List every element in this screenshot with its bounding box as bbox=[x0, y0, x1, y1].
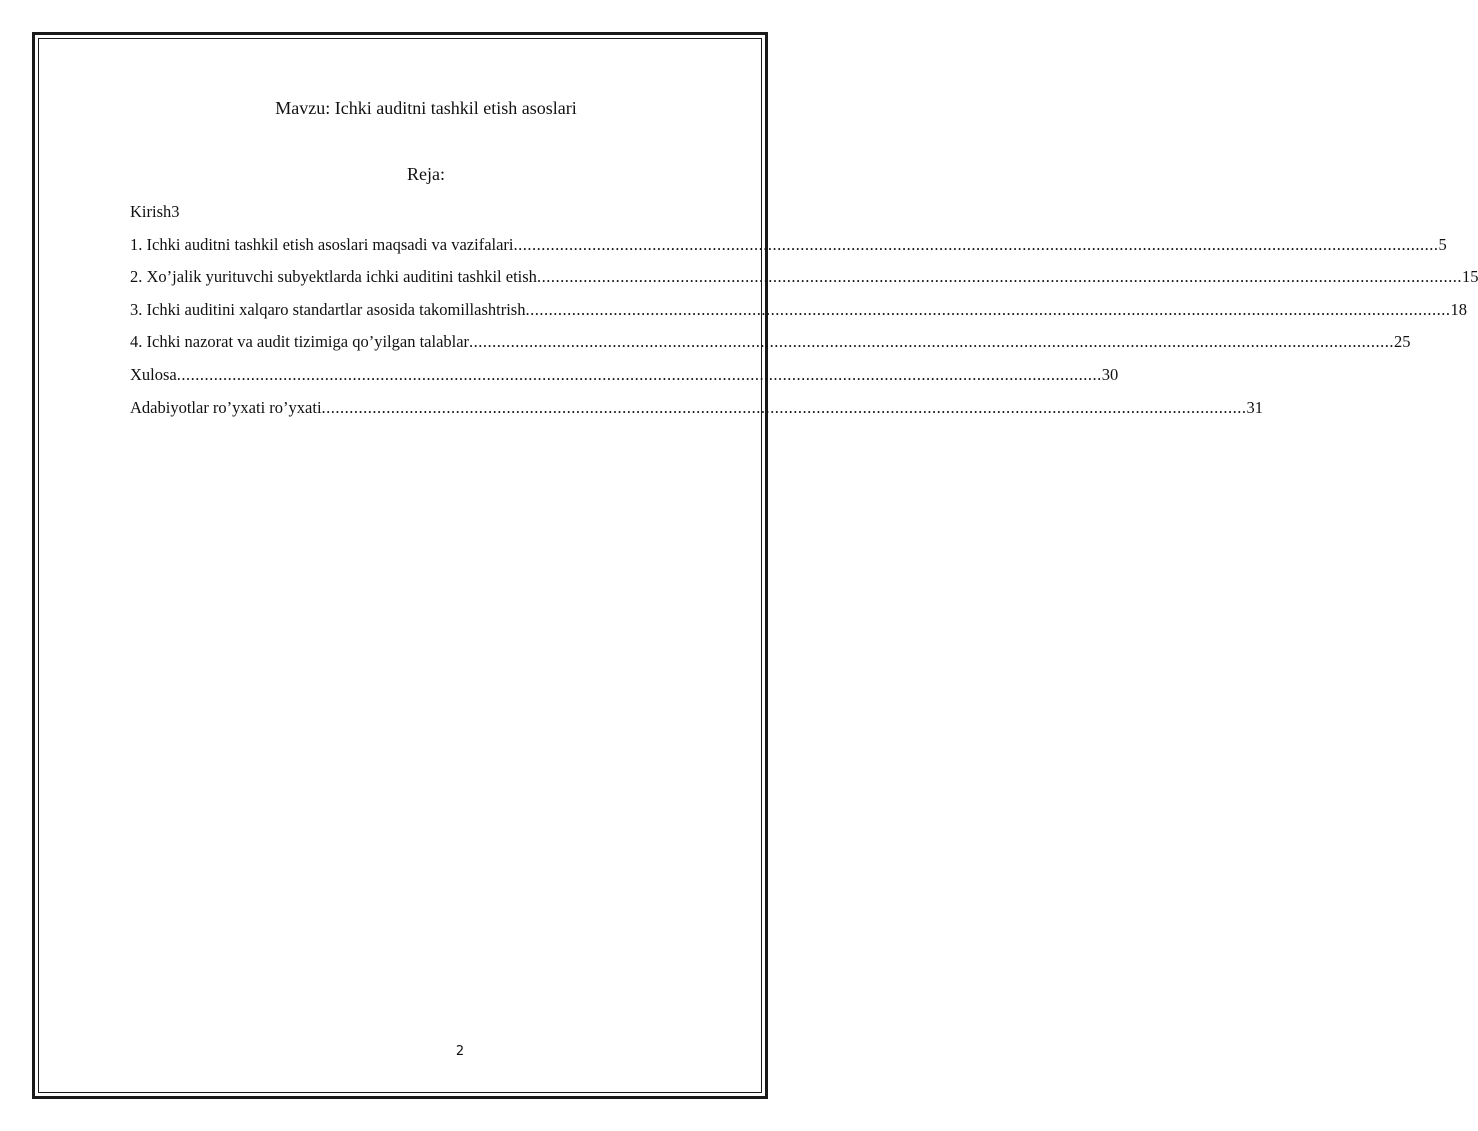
toc-item bbox=[130, 359, 1119, 392]
table-of-contents bbox=[130, 196, 1478, 424]
toc-item-page: 18 bbox=[1450, 299, 1467, 319]
toc-item bbox=[130, 326, 1411, 359]
toc-item-page: 15 bbox=[1461, 267, 1478, 287]
page-number: 2 bbox=[455, 1044, 465, 1059]
plan-heading: Reja: bbox=[407, 164, 445, 184]
toc-leader-dots: ........................................................................................................................................................................................................ bbox=[321, 397, 1247, 417]
toc-item-text: Xulosa bbox=[130, 364, 177, 384]
toc-leader-dots: ........................................................................................................................................................................................................ bbox=[513, 234, 1439, 254]
toc-item-page: 5 bbox=[1438, 234, 1447, 254]
toc-item-page: 31 bbox=[1246, 397, 1264, 417]
toc-item bbox=[130, 261, 1478, 294]
toc-leader-dots: ........................................................................................................................................................................................................ bbox=[469, 332, 1395, 352]
toc-leader-dots: ........................................................................................................................................................................................................ bbox=[536, 267, 1462, 287]
toc-item-text: 2. Xo’jalik yurituvchi subyektlarda ichki auditini tashkil etish bbox=[130, 267, 537, 287]
document-title: Mavzu: Ichki auditni tashkil etish asoslari bbox=[275, 98, 577, 118]
toc-leader-dots: ........................................................................................................................................................................................................ bbox=[525, 299, 1451, 319]
toc-item-text: 1. Ichki auditni tashkil etish asoslari maqsadi va vazifalari bbox=[130, 234, 514, 254]
toc-intro bbox=[130, 196, 742, 229]
toc-item-page: 30 bbox=[1101, 364, 1119, 384]
toc-item-text: 3. Ichki auditini xalqaro standartlar asosida takomillashtrish bbox=[130, 299, 526, 319]
toc-leader-dots: ........................................................................................................................................................................................................ bbox=[176, 364, 1102, 384]
toc-item bbox=[130, 229, 1447, 262]
toc-item-text: 4. Ichki nazorat va audit tizimiga qo’yilgan talablar bbox=[130, 332, 470, 352]
toc-item bbox=[130, 392, 1264, 425]
toc-item-page: 25 bbox=[1394, 332, 1411, 352]
toc-item bbox=[130, 294, 1467, 327]
toc-intro-text: Kirish3 bbox=[130, 202, 180, 221]
toc-item-text: Adabiyotlar ro’yxati ro’yxati bbox=[130, 397, 322, 417]
